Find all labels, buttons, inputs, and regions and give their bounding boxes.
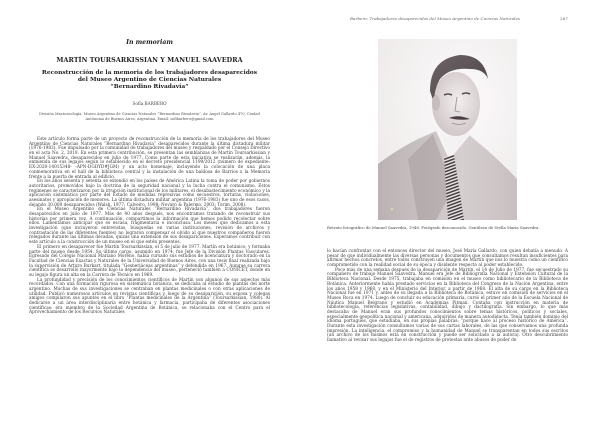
section-label: In memoriam [126,39,173,46]
paragraph: lo hacían confrontar con el entonces director del museo, José María Gallardo, con quien debatía a menudo. A pesar de que individualmente las diversas personas y documentos que consultamos resultan insuficientes para afirmar hechos concretos, entre todos construyen una imagen de Martín que nos lo muestra como un científico comprometido con la realidad social de su época y disidente respecto al poder establecido. [327,249,568,269]
article-subtitle [29,69,270,91]
author-affiliation: División Mastozoología, Museo Argentino de Ciencias Naturales “Bernardino Rivadavia”, Av. Ángel Gallardo 470, Ciudad Autónoma de Buenos Aires, Argentina. Email: sofibarbero@gmail.com [39,112,260,121]
body-text-left [29,138,270,316]
paragraph: La profundidad y precisión de los conocimientos científicos de Martín son algunos de sus aspectos más recordados. Con una formación rigurosa en sistemática botánica, se dedicaba al estudio de plantas del norte argentino. Muchas de sus investigaciones se centraban en plantas medicinales o con otras aplicaciones de utilidad. Publicó numerosos artículos en revistas científicas y, luego de su desaparición, su esposa y colegas amigos compilaron sus apuntes en el libro “Plantas medicinales de la Argentina” (Toursarkissian, 1980). Al dedicarse a un área interdisciplinaria entre botánica y farmacia, participaba de diferentes asociaciones científicas: era miembro de la Sociedad Argentina de Botánica, se relacionaba con el Centro para el Aprovechamiento de los Recursos Naturales [29,277,270,316]
article-title: MARTÍN TOURSARKISSIAN Y MANUEL SAAVEDRA [56,56,243,64]
paragraph: En los años sesenta y setenta se extendió en los países de América Latina la toma de poder por gobiernos autoritarios, promovidos bajo la doctrina de la seguridad nacional y la lucha contra el comunismo. Estos regímenes se caracterizaron por la irrupción institucional de los militares, el desabastecimiento económico y la aplicación sistemática por parte del Estado de medidas represivas como secuestros, torturas, violaciones, asesinatos y apropiación de menores. La última dictadura militar argentina (1976-1983) fue uno de esos casos, dejando 30.000 desaparecidos (Walsh, 1977; Calveiro, 1998; Novaro & Palermo, 2003; Torim, 2008). [29,179,270,208]
running-head: Barbero: Trabajadores desaparecidos del Museo Argentino de Ciencias Naturales [350,16,520,21]
page-number: 267 [560,16,568,21]
lapel-pin [391,208,394,211]
subtitle-line: del Museo Argentino de Ciencias Naturales [77,76,222,84]
ear-shape [432,95,440,111]
subtitle-line: Reconstrucción de la memoria de los trabajadores desaparecidos [41,69,258,76]
paragraph: Este artículo forma parte de un proyecto de reconstrucción de la memoria de los trabajadores del Museo Argentino de Ciencias Naturales “Bernardino Rivadavia” desaparecidos durante la última dictadura militar (1976-1983). Fue impulsado por la comunidad de trabajadores del museo y respaldado por el Consejo Directivo en el acta No. 2, 2019. En esta primera contribución, se presentan las semblanzas de Martín Toursarkissian y Manuel Saavedra, desaparecidos en julio de 1977. Como parte de esta iniciativa se realizarán, además, la enmienda de sus legajos según lo establecido en el decreto presidencial 1199/2012 (número de expediente: EX-2020-14015348- -APN-DGDYD#JGM) y un acto homenaje, incluyendo la colocación de una placa conmemorativa en el hall de la biblioteca central y la instalación de una baldosa de Barrios x la Memoria frente a la puerta de entrada al edificio. [29,137,270,180]
author-name: Sofía BARBERO [132,101,167,106]
subtitle-line: “Bernardino Rivadavia” [110,83,189,91]
body-text-right [327,250,568,344]
paragraph: Poco más de una semana después de la desaparición de Martín, el 14 de Julio de 1977, fue secuestrado su compañero de trabajo Manuel Saavedra. Manuel era Jefe de Bibliografía Nacional y Extensión Cultural de la Biblioteca Nacional. Desde 1975, trabajaba en comisión en el museo como bibliotecario de la Biblioteca de Botánica. Anteriormente había prestado servicios en la Biblioteca del Congreso de la Nación Argentina, entre los años 1958 y 1968, y en el Ministerio del Interior, a partir de 1968. El alta de su cargo en la Biblioteca Nacional fue en 1971 y, antes de su llegada a la Biblioteca de Botánica, estuvo en comisión de servicios en el Museo Roca en 1974. Luego de concluir su educación primaria, cursó el primer año de la Escuela Nacional de Náutica Manuel Belgrano y estudió en Academias Pitman. Contaba con instrucción en materia de bibliotecología, referencias legislativas, contabilidad, dibujo y dactilografía. Sin embargo, lo que más destacaba de Manuel eran sus profundos conocimientos sobre temas históricos, políticos y sociales, especialmente geopolítica nacional y americana, adquiridos de manera autodidacta. Tenía también dominio del idioma portugués, que estudiaba, en sus propias palabras: “porque hace al proceso histórico de América”. Durante esta investigación consultamos varias de sus cartas laborales, de las que conservamos una profunda impresión. La inteligencia, el compromiso y la humanidad de Manuel se transparentan en todos sus escritos (un archivo de los mismos está en construcción y puede ser solicitado a la autora). Otro descubrimiento llamativo al revisar sus legajos fue el de registros de protestas ante abusos de poder de [327,267,568,344]
portrait-photo-icon [378,39,517,220]
paragraph: En el Museo Argentino de Ciencias Naturales “Bernardino Rivadavia”, dos trabajadores fueron desaparecidos en julio de 1977. Más de 40 años después, nos encontramos tratando de reconstruir sus historias por primera vez. A continuación, compartimos la información que hemos podido recolectar sobre ellos. Lamentamos anticipar que es escasa, fragmentaria e inconclusa. Los meses que dedicamos a esta investigación (que incluyeron entrevistas, búsquedas en varias instituciones, revisión de archivos y contrastación de las diferentes fuentes) no lograron compensar el olvido al que nuestros compañeros fueron relegados durante las últimas décadas, quizás una extensión de sus desapariciones. Esperamos contribuir con este artículo a la construcción de un museo en el que estén presentes. [29,207,270,246]
figure-caption: Retrato fotográfico de Manuel Saavedra, 1948. Fotógrafo desconocido. Gentileza de Stella Maria Saavedra. [327,225,540,230]
portrait-photo [378,39,517,220]
paragraph: El primero en desaparecer fue Martín Toursarkissian, el 5 de julio de 1977. Martín era botánico, y formaba parte del museo desde 1954. Su último cargo, asumido en 1974, fue Jefe de la División Plantas Vasculares. Egresado del Colegio Nacional Mariano Moreno, había cursado sus estudios de licenciatura y doctorado en la Facultad de Ciencias Exactas y Naturales de la Universidad de Buenos Aires, con una tesis final realizada bajo la supervisión de Arturo Burkart, titulada “Gesneriáceas argentinas” y defendida en 1967. Aunque su carrera científica se desarrolló mayormente bajo la dependencia del museo, perteneció también a CONICET, donde en su legajo figura un alta en la Carrera de Técnico en 1969. [29,244,270,278]
